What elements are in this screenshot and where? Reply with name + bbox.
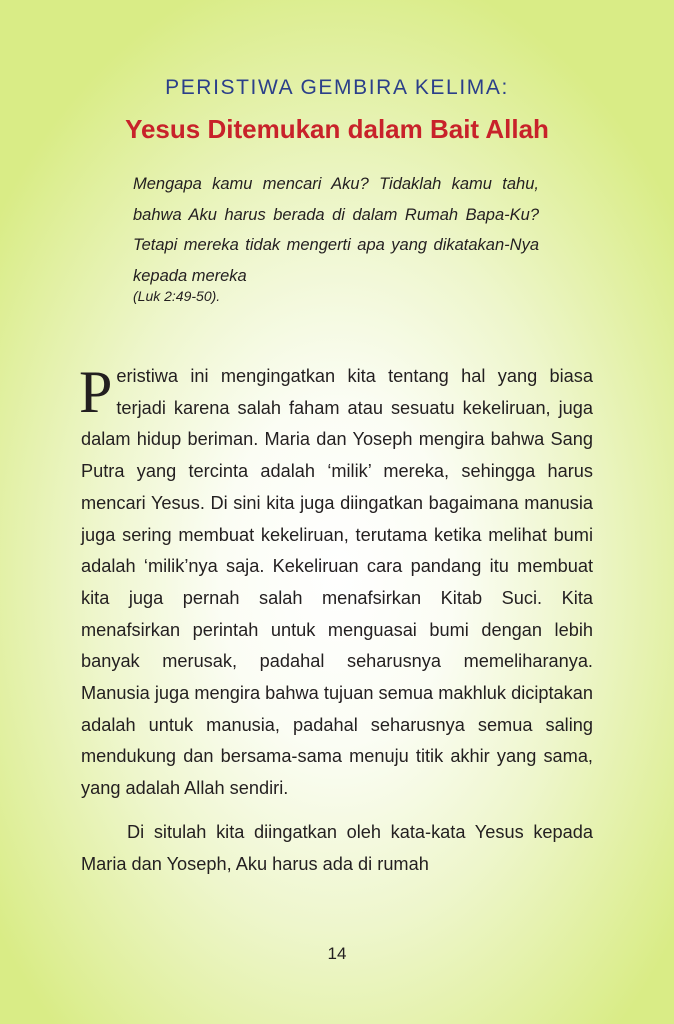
page-number: 14 (327, 944, 347, 963)
section-heading: PERISTIWA GEMBIRA KELIMA: (165, 76, 509, 99)
page-title: Yesus Ditemukan dalam Bait Allah (125, 114, 549, 144)
paragraph-1-text: eristiwa ini mengingatkan kita tentang hal yang biasa terjadi karena salah faham atau sesuatu kekeliruan, juga dalam hidup beriman. Maria dan Yoseph mengira bahwa Sang Putra yang tercinta adalah ‘milik’ mereka, sehingga harus mencari Yesus. Di sini kita juga diingatkan bagaimana manusia juga sering membuat kekeliruan, terutama ketika melihat bumi adalah ‘milik’nya saja. Kekeliruan cara pandang itu membuat kita juga pernah salah menafsirkan Kitab Suci. Kita menafsirkan perintah untuk menguasai bumi dengan lebih banyak merusak, padahal seharusnya memeliharanya. Manusia juga mengira bahwa tujuan semua makhluk diciptakan adalah untuk manusia, padahal seharusnya semua saling mendukung dan bersama-sama menuju titik akhir yang sama, yang adalah Allah sendiri. (81, 366, 593, 799)
scripture-quote: Mengapa kamu mencari Aku? Tidaklah kamu tahu, bahwa Aku harus berada di dalam Rumah Bapa-Ku? Tetapi mereka tidak mengerti apa yang dikatakan-Nya kepada mereka (133, 175, 539, 285)
body-text (81, 361, 593, 880)
paragraph-1 (81, 361, 593, 805)
paragraph-2: Di situlah kita diingatkan oleh kata-kata Yesus kepada Maria dan Yoseph, Aku harus ada di rumah (81, 821, 593, 874)
scripture-reference: (Luk 2:49-50). (133, 288, 221, 304)
drop-cap: P (79, 359, 113, 425)
